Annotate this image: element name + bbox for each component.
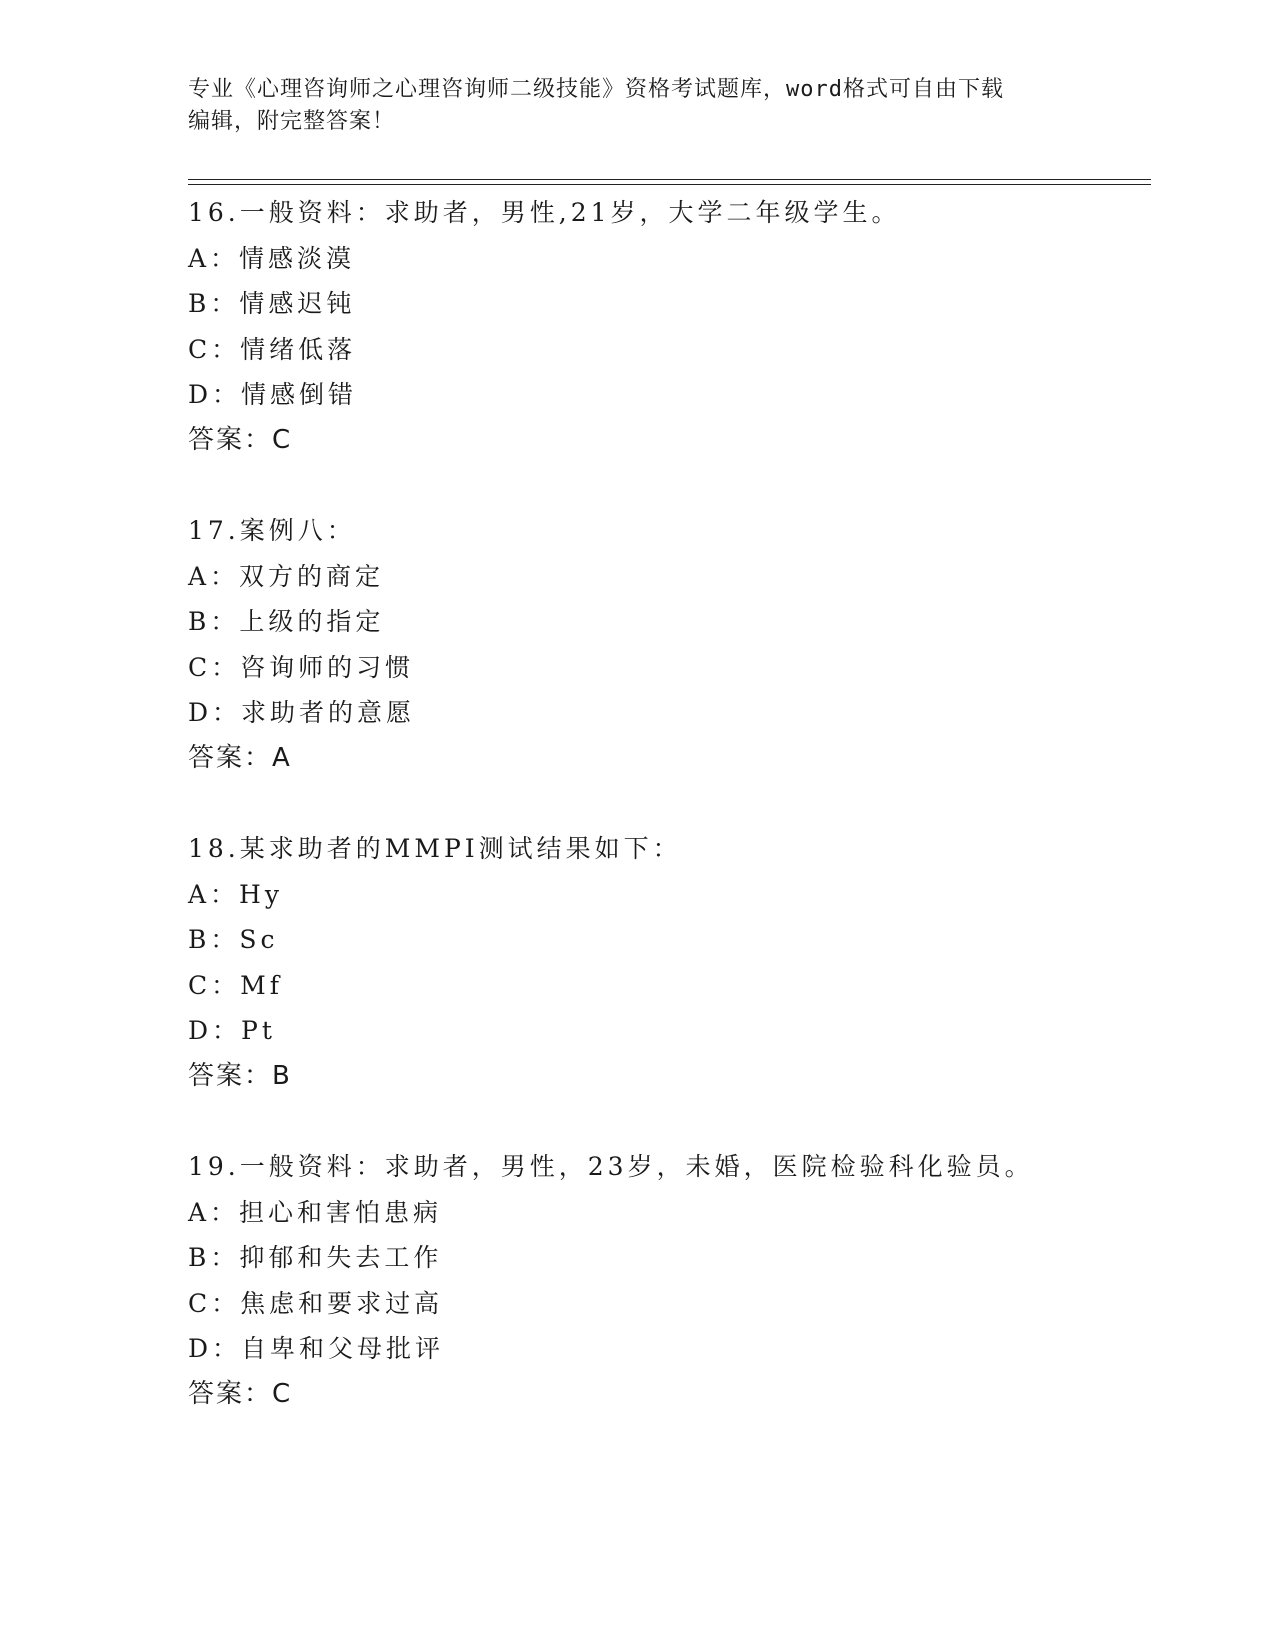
question-19 — [188, 1144, 1148, 1417]
option-a: A：双方的商定 — [188, 561, 385, 591]
header-divider-bottom — [188, 184, 1151, 185]
question-17 — [188, 508, 1148, 781]
option-b: B：Sc — [188, 925, 279, 954]
option-a: A：情感淡漠 — [188, 243, 356, 273]
header-line-2: 编辑，附完整答案！ — [188, 109, 396, 134]
option-a: A：Hy — [188, 879, 283, 909]
header-divider-top — [188, 179, 1151, 180]
document-header — [188, 74, 1088, 138]
option-d: D：自卑和父母批评 — [188, 1334, 445, 1363]
option-d: D：求助者的意愿 — [188, 698, 416, 727]
option-b: B：抑郁和失去工作 — [188, 1243, 443, 1272]
question-text: 17.案例八： — [188, 516, 356, 545]
question-text: 16.一般资料：求助者，男性,21岁，大学二年级学生。 — [188, 198, 901, 227]
question-text: 19.一般资料：求助者，男性，23岁，未婚，医院检验科化验员。 — [188, 1152, 1034, 1181]
option-c: C：焦虑和要求过高 — [188, 1288, 444, 1318]
question-16 — [188, 190, 1148, 463]
option-d: D：情感倒错 — [188, 380, 358, 409]
answer-line: 答案：C — [188, 424, 293, 455]
question-18 — [188, 826, 1148, 1099]
answer-line: 答案：B — [188, 1060, 292, 1091]
option-d: D：Pt — [188, 1016, 276, 1045]
answer-line: 答案：C — [188, 1378, 293, 1409]
option-c: C：咨询师的习惯 — [188, 652, 415, 682]
question-text: 18.某求助者的MMPI测试结果如下： — [188, 834, 682, 863]
header-line-1: 专业《心理咨询师之心理咨询师二级技能》资格考试题库，word格式可自由下载 — [188, 77, 1004, 102]
option-c: C：Mf — [188, 970, 283, 1000]
answer-line: 答案：A — [188, 742, 292, 773]
option-a: A：担心和害怕患病 — [188, 1197, 443, 1227]
option-c: C：情绪低落 — [188, 334, 357, 364]
option-b: B：情感迟钝 — [188, 289, 356, 318]
option-b: B：上级的指定 — [188, 607, 385, 636]
